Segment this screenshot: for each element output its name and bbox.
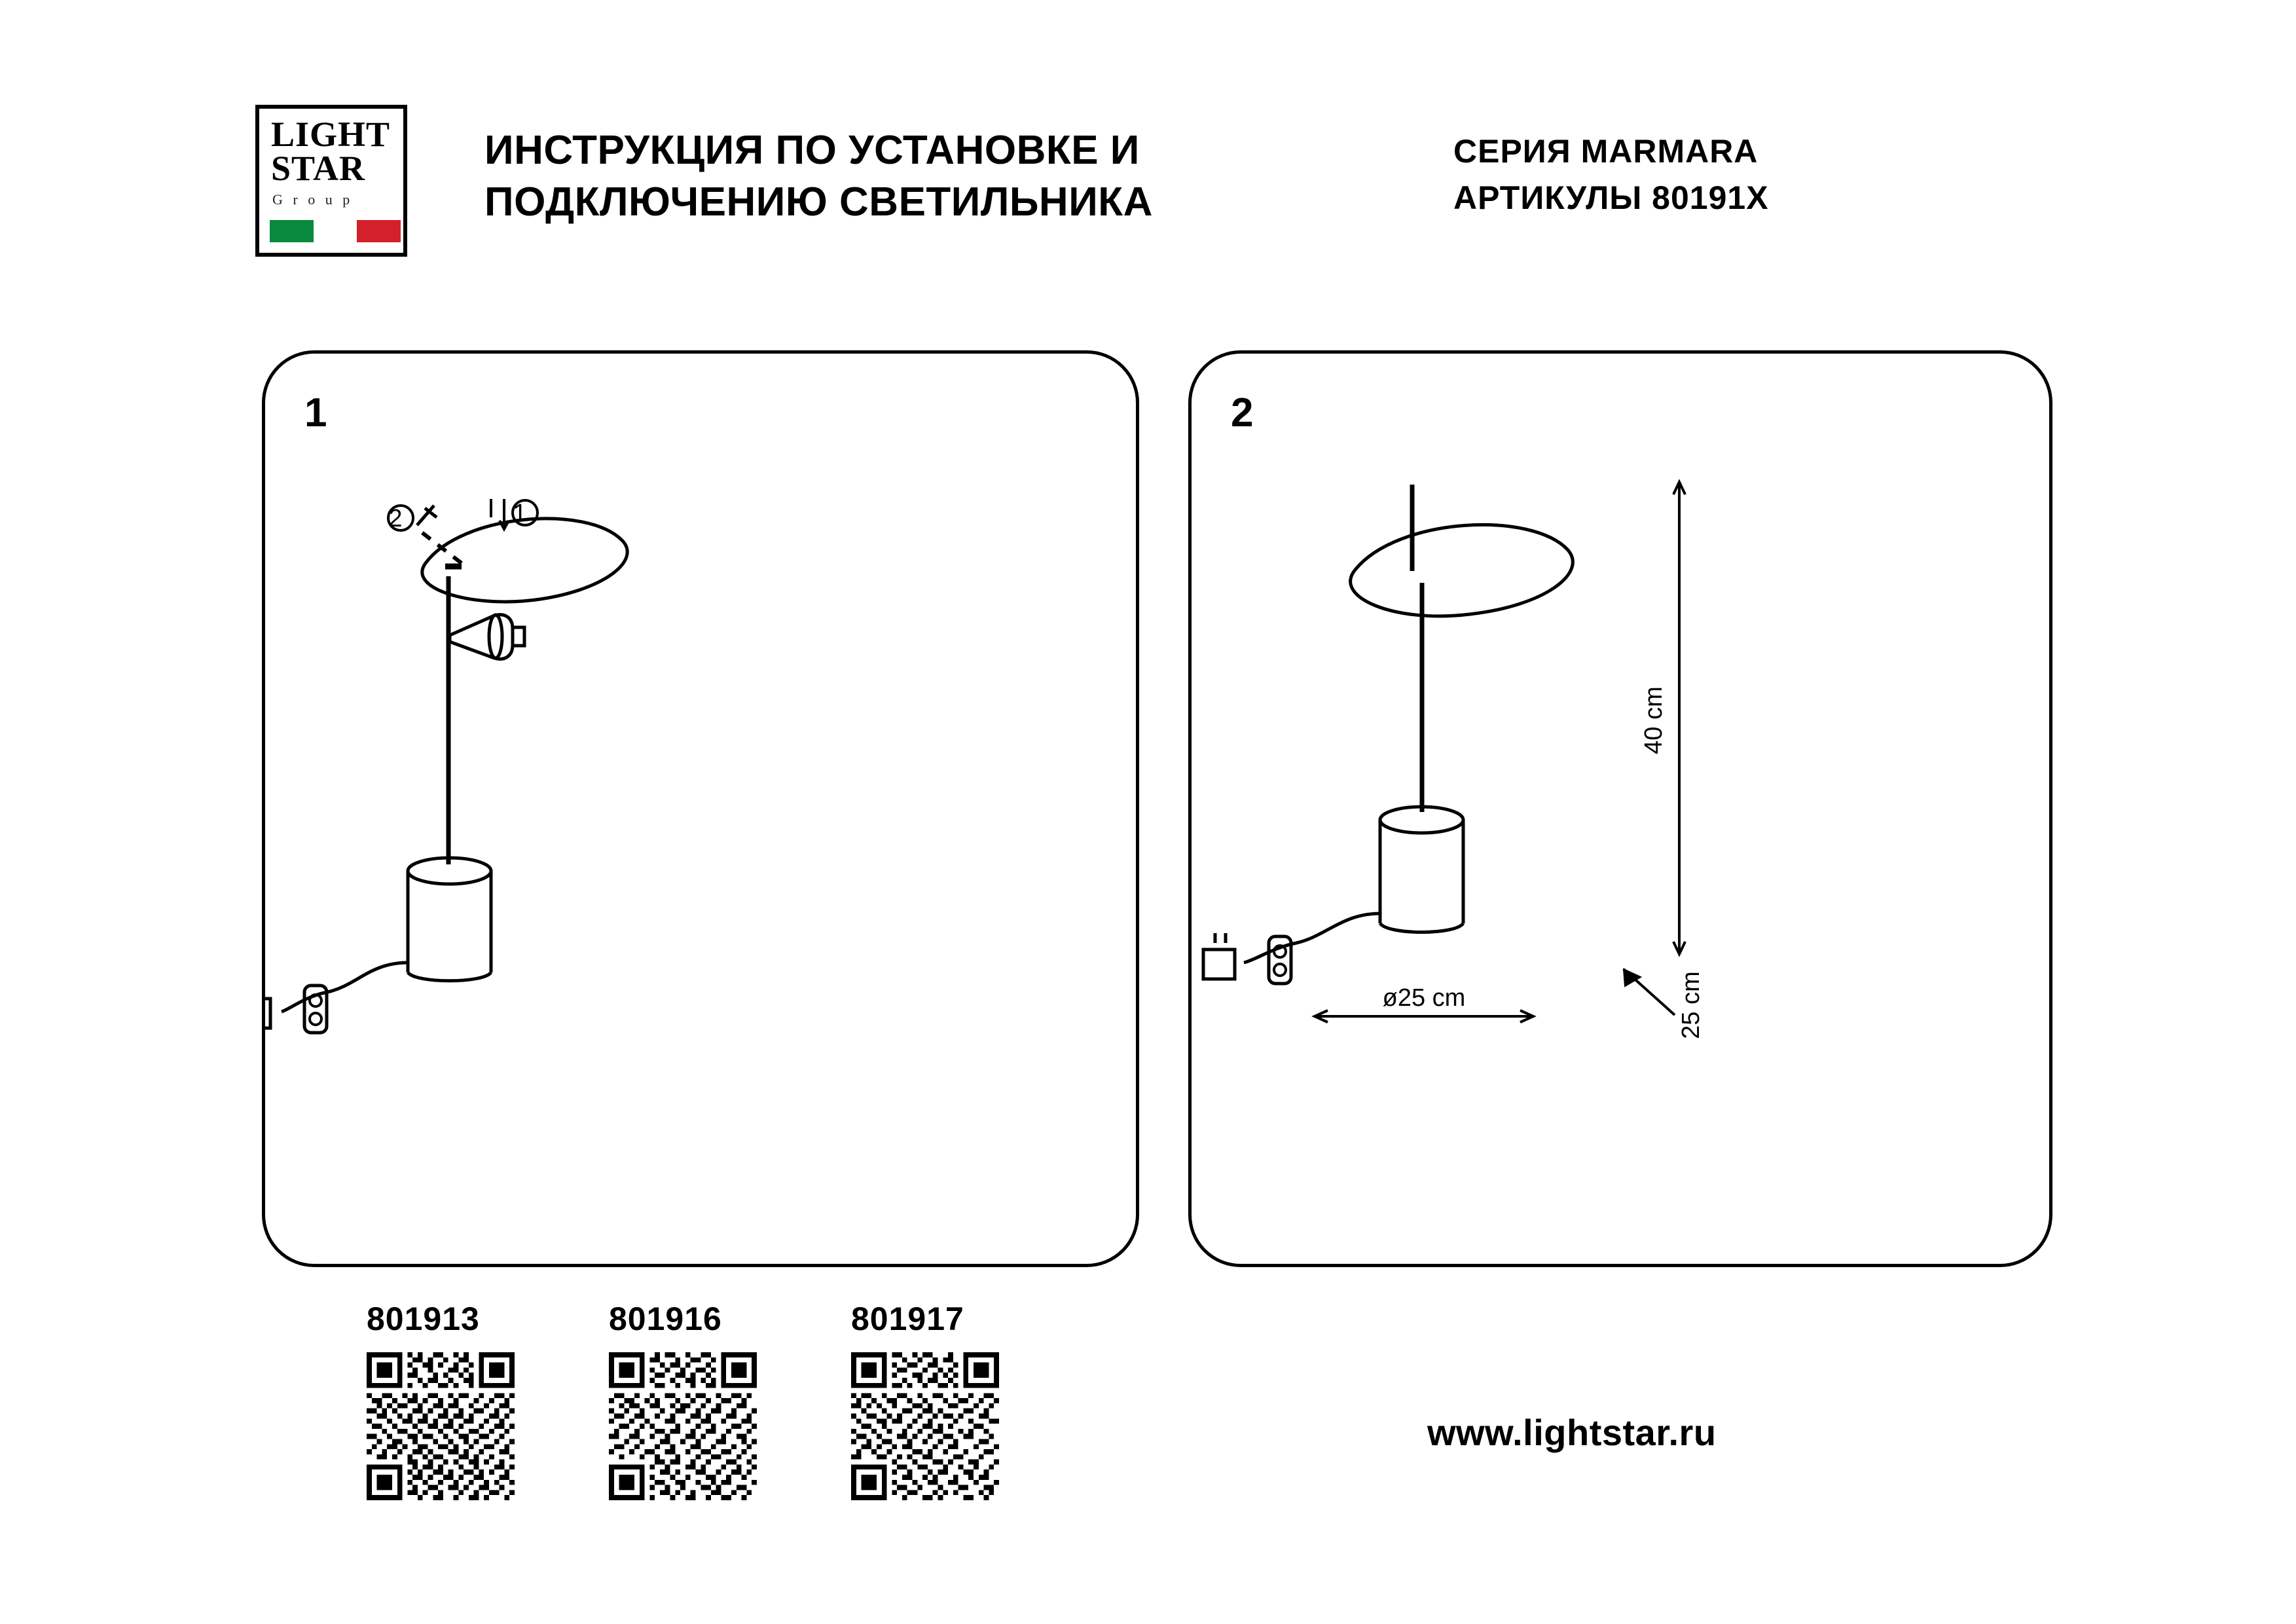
depth-dimension [1624,969,1675,1015]
power-plug [265,982,270,1028]
product-code-item [851,1300,1002,1500]
article-label: АРТИКУЛЫ 80191X [1453,179,1769,216]
logo-line-2: STAR [271,148,366,188]
product-code-item [367,1300,517,1500]
callout-2-label: 2 [388,505,403,532]
page-header [0,0,2296,301]
lamp-shade-2 [1351,525,1573,616]
height-dimension [1673,482,1685,954]
callout-1-label: 1 [513,500,527,527]
diameter-dimension-label: ø25 cm [1382,984,1466,1012]
lamp-base-2 [1380,807,1463,932]
qr-code-icon[interactable] [609,1352,757,1500]
logo-line-1: LIGHT [271,115,391,154]
panel-2-number: 2 [1231,390,1254,435]
italian-flag-icon [270,220,401,242]
instruction-panel-2 [1188,350,2052,1267]
lamp-head [450,615,524,659]
power-cord-2 [1244,913,1380,963]
instruction-panel-1 [262,350,1139,1267]
power-cord [282,963,408,1012]
qr-code-icon[interactable] [367,1352,515,1500]
panel-1-number: 1 [304,390,327,435]
logo-group-text: G r o u p [272,191,354,208]
lamp-shade [422,519,627,602]
website-url[interactable]: www.lightstar.ru [1427,1412,1717,1453]
series-info [1453,128,2108,221]
flag-green-stripe [270,220,314,242]
series-label: СЕРИЯ MARMARA [1453,133,1758,170]
qr-code-icon[interactable] [851,1352,999,1500]
page-title: ИНСТРУКЦИЯ ПО УСТАНОВКЕ И ПОДКЛЮЧЕНИЮ СВЕТИЛЬНИКА [484,128,1153,225]
lamp-base [408,858,491,981]
product-code-label: 801916 [609,1301,722,1337]
product-code-list [367,1300,1002,1500]
flag-white-stripe [314,220,357,242]
height-dimension-label: 40 cm [1640,686,1667,754]
product-code-label: 801913 [367,1301,480,1337]
power-plug-2 [1203,933,1235,979]
panel-1-diagram [265,354,1136,1264]
depth-dimension-label: 25 cm [1677,971,1705,1039]
flag-red-stripe [357,220,401,242]
panel-2-diagram [1192,354,2049,1264]
product-code-item [609,1300,759,1500]
product-code-label: 801917 [851,1301,964,1337]
brand-logo [255,105,407,257]
logo-wordmark [271,115,399,188]
diameter-dimension [1315,1010,1533,1022]
